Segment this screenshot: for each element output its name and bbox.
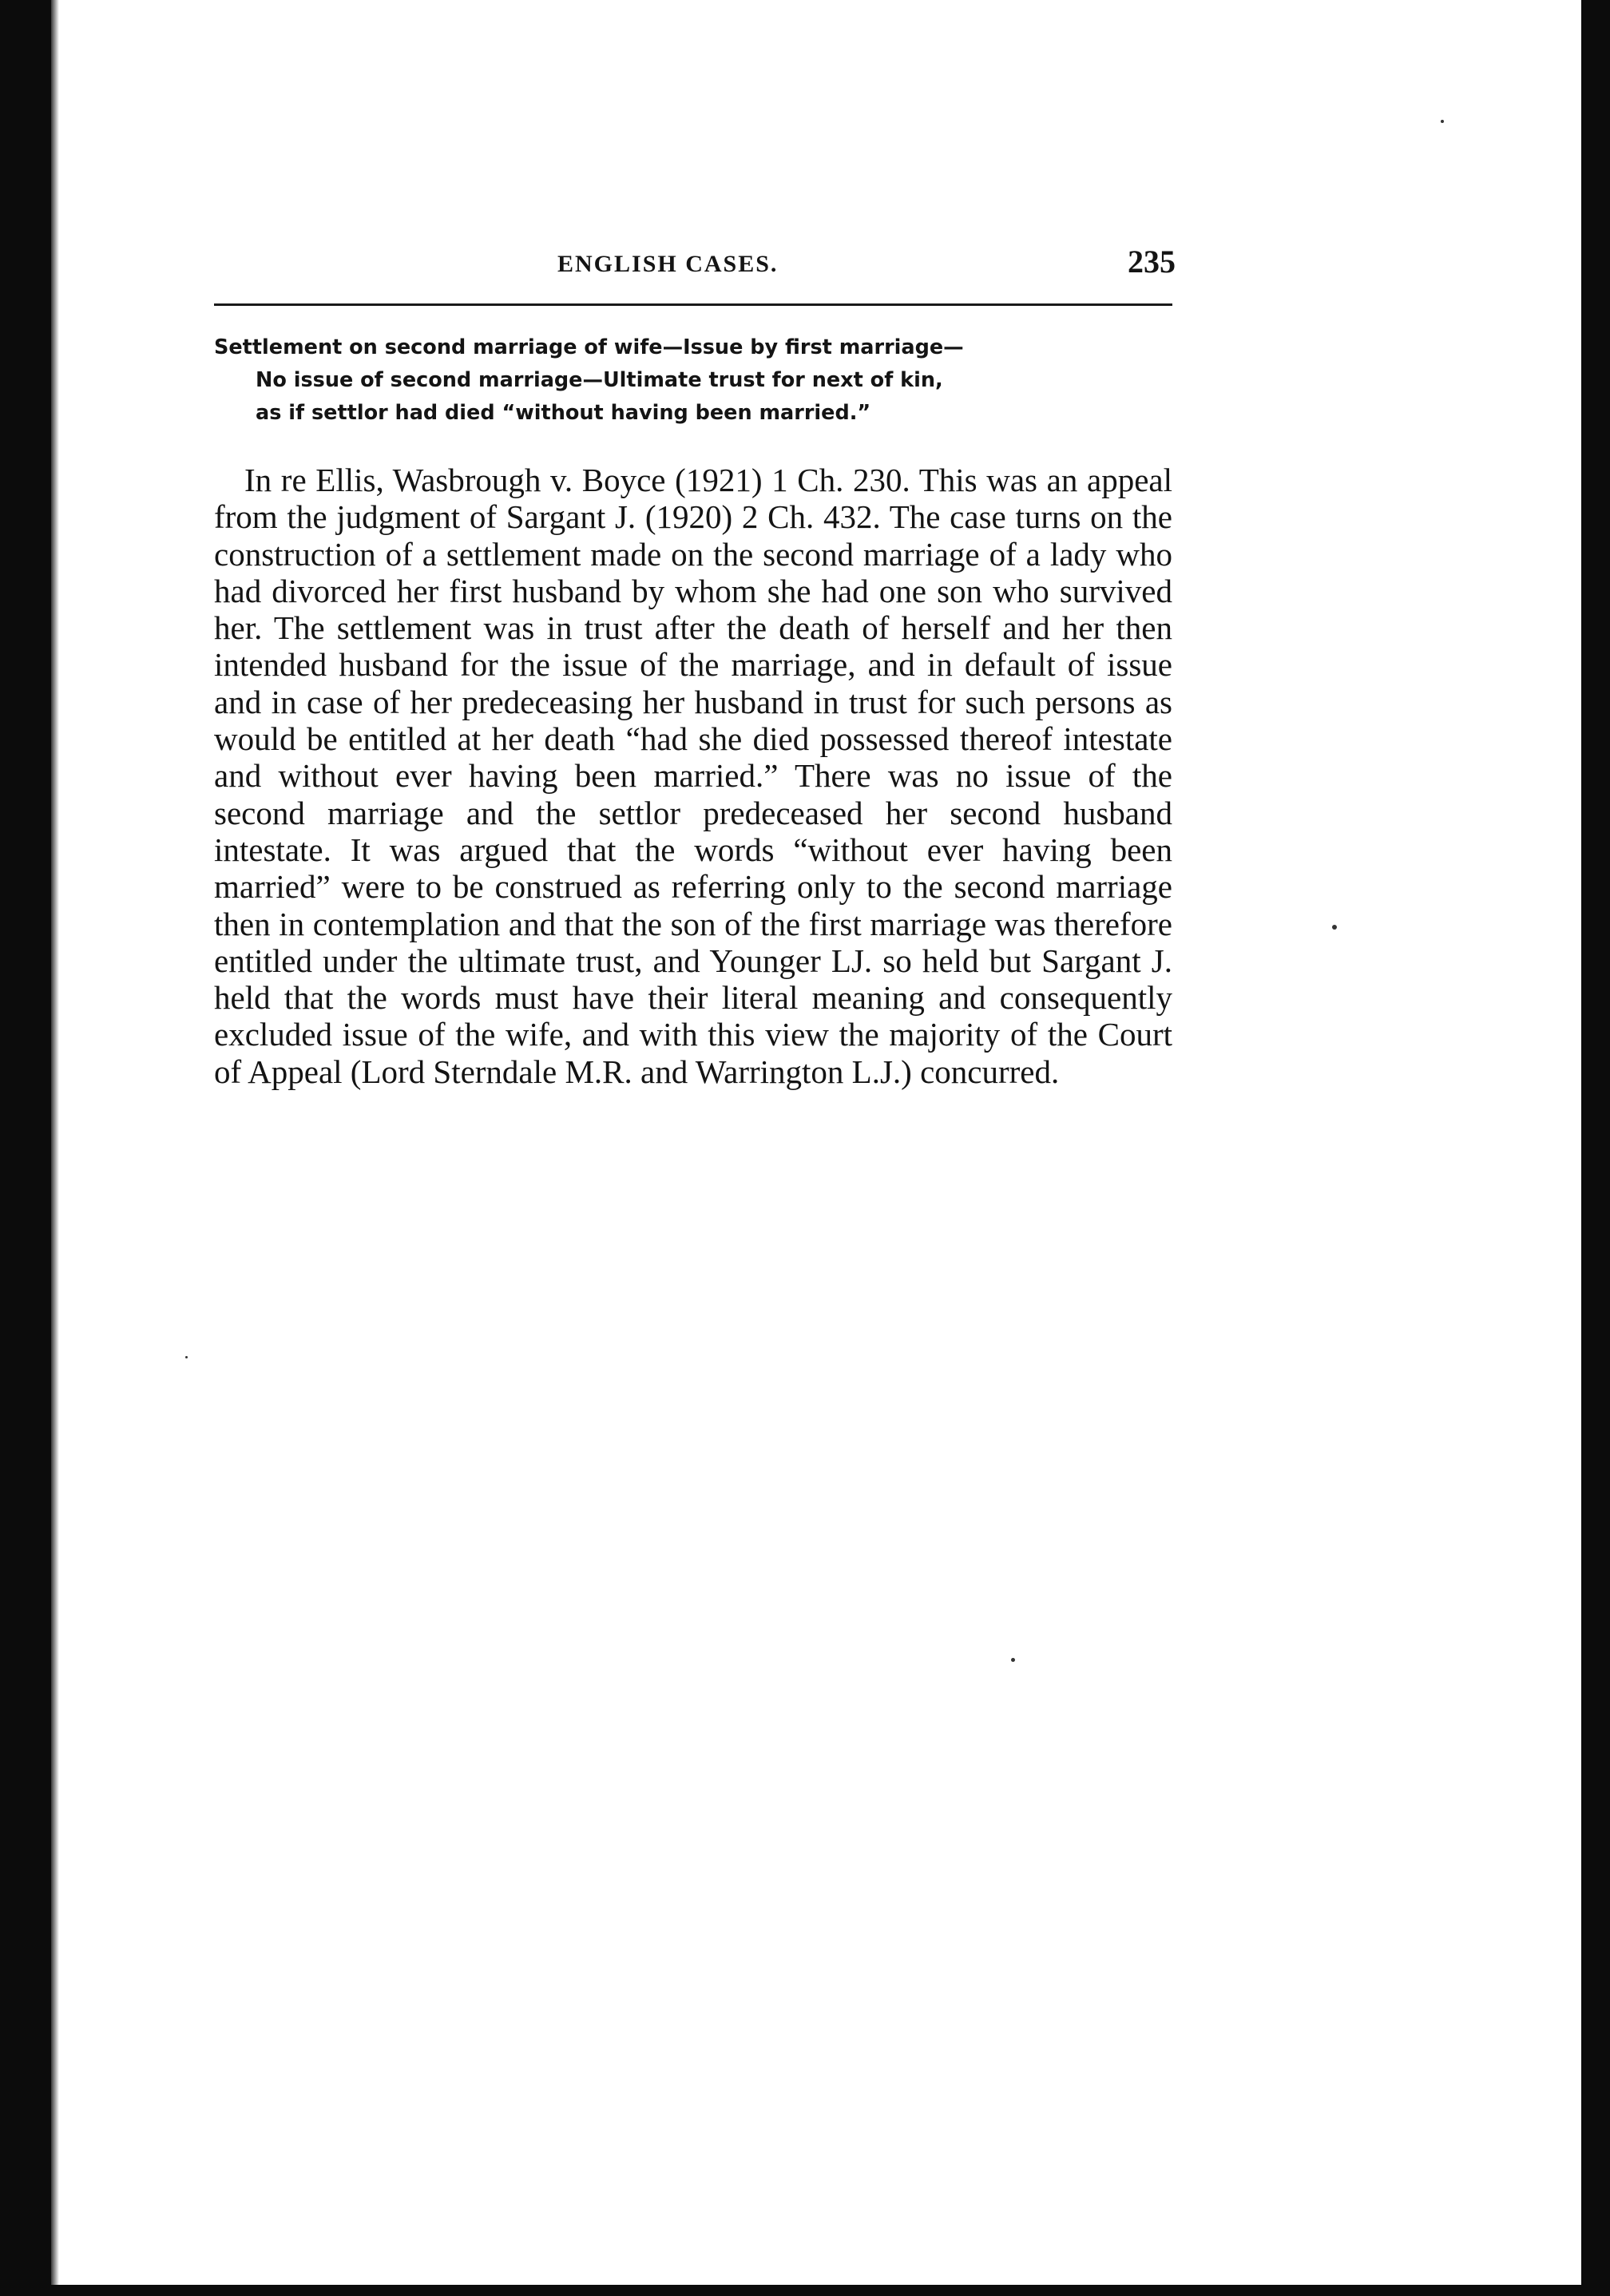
book-page — [214, 240, 1176, 1090]
headnote-line: No issue of second marriage—Ultimate trust for next of kin, — [256, 368, 943, 392]
scan-border-left-fringe — [51, 0, 59, 2296]
headnote-line: as if settlor had died “without having been married.” — [256, 401, 871, 425]
scan-border-right — [1581, 0, 1610, 2296]
scan-speck — [1011, 1658, 1015, 1662]
scan-speck — [185, 1356, 188, 1358]
header-rule — [214, 303, 1172, 306]
page-number: 235 — [1128, 244, 1176, 280]
case-body — [214, 462, 1172, 1090]
case-paragraph: In re Ellis, Wasbrough v. Boyce (1921) 1 Ch. 230. This was an appeal from the judgment of Sargant J. (1920) 2 Ch. 432. The case turns on the construction of a settlement made on the second marriage of a lady who had divorced her first husband by whom she had one son who survived her. The settlement was in trust after the death of herself and her then intended husband for the issue of the marriage, and in default of issue and in case of her predeceasing her husband in trust for such persons as would be entitled at her death “had she died possessed thereof intestate and without ever having been married.” There was no issue of the second marriage and the settlor predeceased her second husband intestate. It was argued that the words “without ever having been married” were to be construed as referring only to the second marriage then in contemplation and that the son of the first marriage was therefore entitled under the ultimate trust, and Younger LJ. so held but Sargant J. held that the words must have their literal meaning and consequently excluded issue of the wife, and with this view the majority of the Court of Appeal (Lord Sterndale M.R. and Warrington L.J.) concurred. — [214, 462, 1172, 1090]
scan-speck — [1332, 925, 1337, 930]
running-head — [214, 240, 1176, 287]
headnote — [214, 331, 1172, 430]
scan-border-left — [0, 0, 51, 2296]
headnote-line: Settlement on second marriage of wife—Issue by first marriage— — [214, 335, 964, 359]
scan-border-bottom — [0, 2285, 1610, 2296]
running-head-title: ENGLISH CASES. — [557, 251, 779, 277]
scan-speck — [1441, 120, 1444, 123]
